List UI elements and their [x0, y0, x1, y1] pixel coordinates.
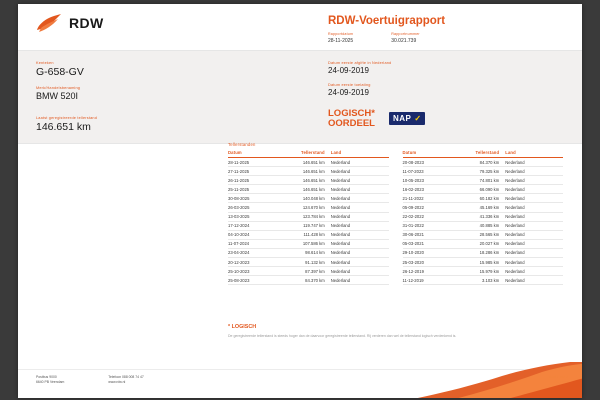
- cell-datum: 25-08-2023: [228, 276, 271, 285]
- cell-land: Nederland: [505, 221, 563, 230]
- table-header-row: [228, 150, 389, 158]
- cell-land: Nederland: [505, 248, 563, 257]
- cell-land: Nederland: [331, 276, 389, 285]
- col-tellerstand: Tellerstand: [271, 150, 331, 158]
- table-row: [228, 167, 389, 176]
- nap-label: NAP: [392, 114, 412, 124]
- table-row: [403, 276, 564, 285]
- merk-value: BMW 520I: [36, 91, 79, 101]
- check-icon: ✓: [414, 114, 422, 124]
- footer-address-line-1: Postbus 9000: [36, 375, 57, 379]
- cell-tellerstand: 146.651 km: [271, 158, 331, 167]
- footer-contact: [108, 375, 143, 386]
- table-row: [403, 176, 564, 185]
- cell-datum: 05-03-2021: [403, 239, 446, 248]
- logisch-footnote: [228, 324, 558, 340]
- cell-datum: 11-12-2019: [403, 276, 446, 285]
- cell-land: Nederland: [331, 248, 389, 257]
- merk-label: Merk/Handelsbenaming: [36, 86, 81, 90]
- cell-land: Nederland: [505, 194, 563, 203]
- cell-land: Nederland: [505, 267, 563, 276]
- cell-datum: 11-07-2024: [228, 239, 271, 248]
- table-row: [228, 221, 389, 230]
- table-row: [228, 230, 389, 239]
- report-meta: [328, 32, 420, 44]
- cell-land: Nederland: [331, 212, 389, 221]
- cell-datum: 30-08-2025: [228, 194, 271, 203]
- logisch-line-2: OORDEEL: [328, 117, 375, 129]
- report-title: RDW-Voertuigrapport: [328, 15, 446, 27]
- cell-tellerstand: 119.747 km: [271, 221, 331, 230]
- cell-datum: 25-11-2025: [228, 185, 271, 194]
- table-row: [403, 212, 564, 221]
- cell-tellerstand: 15.985 km: [446, 258, 506, 267]
- tellerstand-value: 146.651 km: [36, 121, 91, 133]
- cell-tellerstand: 107.586 km: [271, 239, 331, 248]
- cell-tellerstand: 87.397 km: [271, 267, 331, 276]
- cell-tellerstand: 45.169 km: [446, 203, 506, 212]
- table-row: [228, 239, 389, 248]
- table-row: [403, 221, 564, 230]
- cell-datum: 21-11-2022: [403, 194, 446, 203]
- vehicle-dates: [328, 61, 558, 105]
- cell-tellerstand: 146.651 km: [271, 176, 331, 185]
- cell-datum: 05-09-2022: [403, 203, 446, 212]
- table-row: [228, 276, 389, 285]
- cell-tellerstand: 111.428 km: [271, 230, 331, 239]
- cell-datum: 25-10-2023: [228, 267, 271, 276]
- table-row: [403, 230, 564, 239]
- col-land: Land: [505, 150, 563, 158]
- cell-land: Nederland: [331, 203, 389, 212]
- meta-report-number: [391, 32, 420, 44]
- cell-land: Nederland: [505, 176, 563, 185]
- cell-tellerstand: 66.090 km: [446, 185, 506, 194]
- cell-datum: 13-03-2025: [228, 212, 271, 221]
- cell-tellerstand: 40.885 km: [446, 221, 506, 230]
- cell-land: Nederland: [505, 167, 563, 176]
- logisch-line-1: LOGISCH*: [328, 108, 375, 119]
- cell-land: Nederland: [331, 230, 389, 239]
- table-row: [228, 212, 389, 221]
- cell-tellerstand: 84.370 km: [446, 158, 506, 167]
- odometer-table-left: [228, 150, 389, 285]
- cell-land: Nederland: [331, 267, 389, 276]
- odometer-table-left-table: [228, 150, 389, 285]
- footer-address: [36, 375, 64, 386]
- odometer-table-right-table: [403, 150, 564, 285]
- table-row: [403, 258, 564, 267]
- logo-text: RDW: [69, 15, 104, 31]
- cell-datum: 10-05-2023: [403, 176, 446, 185]
- table-row: [403, 167, 564, 176]
- footer-phone: Telefoon 088 008 74 47: [108, 375, 144, 379]
- cell-tellerstand: 28.565 km: [446, 230, 506, 239]
- eerste-toelating-label: Datum eerste toelating: [328, 83, 371, 87]
- cell-tellerstand: 91.132 km: [271, 258, 331, 267]
- cell-datum: 30-06-2021: [403, 230, 446, 239]
- cell-tellerstand: 41.336 km: [446, 212, 506, 221]
- cell-land: Nederland: [331, 167, 389, 176]
- cell-land: Nederland: [505, 158, 563, 167]
- vehicle-summary-band: [18, 51, 582, 144]
- cell-tellerstand: 20.027 km: [446, 239, 506, 248]
- odometer-table-title: Tellerstanden: [228, 142, 256, 147]
- table-row: [228, 248, 389, 257]
- table-row: [403, 267, 564, 276]
- cell-land: Nederland: [331, 239, 389, 248]
- page-footer: [18, 369, 582, 398]
- kenteken-value: G-658-GV: [36, 66, 84, 78]
- cell-land: Nederland: [505, 239, 563, 248]
- table-row: [403, 158, 564, 167]
- footer-address-line-2: 6640 PB Veendam: [36, 380, 65, 385]
- tellerstand-label: Laatst geregistreerde tellerstand: [36, 116, 98, 120]
- kenteken-label: Kenteken: [36, 61, 54, 65]
- report-page: [18, 4, 582, 398]
- cell-land: Nederland: [331, 221, 389, 230]
- table-row: [228, 185, 389, 194]
- table-row: [228, 194, 389, 203]
- odometer-table-section: [228, 142, 563, 285]
- eerste-toelating-value: 24-09-2019: [328, 88, 369, 97]
- table-row: [403, 239, 564, 248]
- cell-land: Nederland: [331, 176, 389, 185]
- cell-datum: 23-04-2024: [228, 248, 271, 257]
- logisch-oordeel-badge: [328, 109, 375, 129]
- meta-report-date-label: Rapportdatum: [328, 32, 354, 36]
- cell-land: Nederland: [331, 194, 389, 203]
- cell-datum: 26-11-2025: [228, 176, 271, 185]
- cell-land: Nederland: [505, 230, 563, 239]
- meta-report-date-value: 28-11-2025: [328, 38, 354, 44]
- footnote-title: * LOGISCH: [228, 324, 257, 330]
- cell-tellerstand: 123.784 km: [271, 212, 331, 221]
- cell-datum: 04-10-2024: [228, 230, 271, 239]
- table-row: [228, 158, 389, 167]
- rdw-flame-icon: [36, 13, 62, 33]
- table-row: [403, 194, 564, 203]
- col-datum: Datum: [403, 150, 446, 158]
- cell-land: Nederland: [505, 276, 563, 285]
- cell-tellerstand: 60.182 km: [446, 194, 506, 203]
- table-row: [228, 176, 389, 185]
- table-row: [403, 185, 564, 194]
- cell-land: Nederland: [505, 203, 563, 212]
- cell-tellerstand: 124.670 km: [271, 203, 331, 212]
- cell-datum: 11-07-2023: [403, 167, 446, 176]
- cell-datum: 20-12-2023: [228, 258, 271, 267]
- cell-tellerstand: 98.614 km: [271, 248, 331, 257]
- table-row: [403, 203, 564, 212]
- cell-tellerstand: 140.048 km: [271, 194, 331, 203]
- table-header-row: [403, 150, 564, 158]
- col-tellerstand: Tellerstand: [446, 150, 506, 158]
- footer-website[interactable]: www.rdw.nl: [108, 380, 126, 385]
- table-row: [228, 203, 389, 212]
- cell-land: Nederland: [331, 258, 389, 267]
- eerste-afgifte-value: 24-09-2019: [328, 66, 369, 75]
- cell-land: Nederland: [505, 258, 563, 267]
- table-row: [228, 267, 389, 276]
- cell-datum: 31-01-2022: [403, 221, 446, 230]
- cell-land: Nederland: [331, 185, 389, 194]
- table-row: [403, 248, 564, 257]
- meta-report-number-label: Rapportnummer: [391, 32, 420, 36]
- cell-datum: 28-11-2025: [228, 158, 271, 167]
- cell-tellerstand: 74.801 km: [446, 176, 506, 185]
- table-row: [228, 258, 389, 267]
- report-header: [18, 4, 582, 51]
- footer-swoosh-graphic: [362, 362, 582, 398]
- cell-land: Nederland: [505, 185, 563, 194]
- meta-report-date: [328, 32, 353, 44]
- cell-tellerstand: 146.651 km: [271, 167, 331, 176]
- cell-tellerstand: 18.286 km: [446, 248, 506, 257]
- cell-datum: 29-10-2020: [403, 248, 446, 257]
- cell-tellerstand: 3.103 km: [446, 276, 506, 285]
- cell-datum: 27-11-2025: [228, 167, 271, 176]
- odometer-table-right: [403, 150, 564, 285]
- footnote-body: De geregistreerde tellerstand is steeds hoger dan de daarvoor geregistreerde tellerstand. Rij verderen dan wel de tellerstand logisch verdenkend is.: [228, 334, 457, 338]
- cell-datum: 22-02-2022: [403, 212, 446, 221]
- cell-datum: 26-12-2019: [403, 267, 446, 276]
- cell-datum: 20-08-2023: [403, 158, 446, 167]
- col-land: Land: [331, 150, 389, 158]
- cell-datum: 25-03-2020: [403, 258, 446, 267]
- cell-land: Nederland: [505, 212, 563, 221]
- judgement-badges: [328, 109, 425, 129]
- cell-tellerstand: 84.370 km: [271, 276, 331, 285]
- cell-tellerstand: 15.979 km: [446, 267, 506, 276]
- cell-datum: 16-02-2023: [403, 185, 446, 194]
- col-datum: Datum: [228, 150, 271, 158]
- nap-badge: [389, 112, 425, 125]
- eerste-afgifte-label: Datum eerste afgifte in Nederland: [328, 61, 392, 65]
- cell-land: Nederland: [331, 158, 389, 167]
- cell-datum: 17-12-2024: [228, 221, 271, 230]
- cell-datum: 26-03-2025: [228, 203, 271, 212]
- meta-report-number-value: 30.021.739: [391, 38, 417, 44]
- vehicle-identity: [36, 61, 266, 141]
- cell-tellerstand: 146.651 km: [271, 185, 331, 194]
- rdw-logo: [36, 13, 104, 33]
- cell-tellerstand: 79.325 km: [446, 167, 506, 176]
